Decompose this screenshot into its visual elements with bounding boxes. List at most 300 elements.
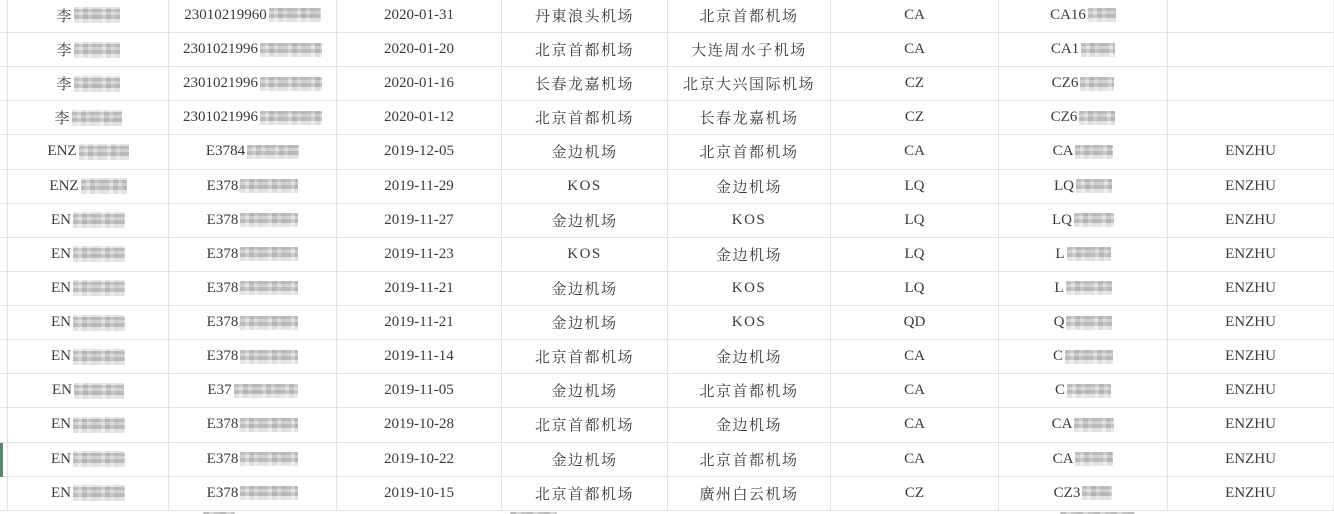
- row-gutter: [0, 238, 7, 271]
- cell-flight-number: [998, 272, 1167, 305]
- redaction-blur: [81, 178, 127, 194]
- id-number-text: 2301021996: [183, 75, 258, 92]
- passenger-tag-text: ENZHU: [1225, 348, 1276, 365]
- redaction-blur: [1067, 247, 1111, 261]
- flight-number-text: CZ6: [1050, 109, 1078, 126]
- row-gutter: [0, 170, 7, 203]
- redaction-blur: [260, 77, 322, 91]
- cell-arrival-airport: [667, 67, 830, 100]
- cell-id-number: [168, 0, 336, 32]
- passenger-name-text: EN: [51, 279, 71, 296]
- id-number-text: E3784: [205, 143, 246, 160]
- cell-arrival-airport: [667, 101, 830, 134]
- cell-departure-airport: [501, 408, 667, 441]
- passenger-tag-text: ENZHU: [1225, 143, 1276, 160]
- arrival-airport-text: 大连周水子机场: [691, 43, 807, 60]
- redaction-blur: [73, 246, 125, 262]
- flight-date-text: 2019-11-05: [384, 382, 454, 399]
- cell-arrival-airport: [667, 0, 830, 32]
- flight-date-text: 2019-10-28: [384, 416, 454, 433]
- cell-passenger-name: [7, 374, 168, 407]
- arrival-airport-text: 长春龙嘉机场: [699, 111, 799, 128]
- cell-passenger-name: [7, 135, 168, 168]
- cell-id-number: [168, 101, 336, 134]
- cell-flight-date: [336, 33, 501, 66]
- cell-passenger-name: [7, 272, 168, 305]
- passenger-name-text: EN: [51, 348, 71, 365]
- flight-number-text: CZ3: [1053, 484, 1081, 501]
- row-gutter: [0, 306, 7, 339]
- airline-code-text: CA: [904, 41, 925, 58]
- redaction-blur: [73, 315, 125, 331]
- cell-flight-number: [998, 477, 1167, 510]
- cell-id-number: [168, 204, 336, 237]
- flight-number-text: L: [1055, 245, 1065, 262]
- redaction-blur: [1074, 418, 1114, 432]
- cell-arrival-airport: [667, 408, 830, 441]
- cell-passenger-tag: [1167, 170, 1334, 203]
- cell-departure-airport: [501, 170, 667, 203]
- departure-airport-text: 长春龙嘉机场: [534, 77, 634, 94]
- table-row[interactable]: [0, 238, 1334, 272]
- cell-passenger-tag: [1167, 408, 1334, 441]
- cell-id-number: [168, 33, 336, 66]
- row-gutter: [0, 340, 7, 373]
- redaction-blur: [1075, 452, 1113, 466]
- cell-id-number: [168, 374, 336, 407]
- id-number-text: 2301021996: [183, 41, 258, 58]
- flight-date-text: 2019-10-22: [384, 450, 454, 467]
- cell-passenger-tag: [1167, 272, 1334, 305]
- redaction-blur: [74, 383, 124, 399]
- row-selection-marker: [0, 443, 3, 477]
- passenger-tag-text: ENZHU: [1225, 211, 1276, 228]
- redaction-blur: [234, 384, 298, 398]
- row-gutter: [0, 135, 7, 168]
- redaction-blur: [73, 451, 125, 467]
- cell-arrival-airport: [667, 374, 830, 407]
- passenger-tag-text: ENZHU: [1225, 450, 1276, 467]
- cell-flight-number: [998, 67, 1167, 100]
- airline-code-text: CA: [904, 6, 925, 23]
- cell-flight-number: [998, 204, 1167, 237]
- redaction-blur: [1067, 384, 1111, 398]
- departure-airport-text: 金边机场: [551, 145, 618, 162]
- airline-code-text: LQ: [904, 211, 925, 228]
- cell-departure-airport: [501, 101, 667, 134]
- redaction-blur: [74, 42, 120, 58]
- flight-number-text: CA1: [1050, 41, 1080, 58]
- cell-arrival-airport: [667, 204, 830, 237]
- cell-passenger-name: [7, 33, 168, 66]
- cell-arrival-airport: [667, 443, 830, 476]
- cell-departure-airport: [501, 33, 667, 66]
- cell-departure-airport: [501, 477, 667, 510]
- flight-number-text: CA: [1051, 416, 1073, 433]
- redaction-blur: [240, 179, 298, 193]
- cell-airline-code: [830, 477, 998, 510]
- redaction-blur: [1076, 179, 1112, 193]
- cell-flight-date: [336, 408, 501, 441]
- id-number-text: E378: [206, 348, 239, 365]
- cell-passenger-tag: [1167, 238, 1334, 271]
- arrival-airport-text: 廣州白云机场: [699, 486, 799, 503]
- redaction-blur: [240, 418, 298, 432]
- cell-passenger-tag: [1167, 443, 1334, 476]
- redaction-blur: [240, 247, 298, 261]
- redaction-blur: [1066, 281, 1112, 295]
- cell-passenger-tag: [1167, 101, 1334, 134]
- cell-passenger-name: [7, 408, 168, 441]
- passenger-name-text: 李: [54, 111, 70, 128]
- id-number-text: E378: [206, 211, 239, 228]
- cell-passenger-name: [7, 238, 168, 271]
- redaction-blur: [1082, 486, 1112, 500]
- redaction-blur: [1074, 213, 1114, 227]
- passenger-tag-text: ENZHU: [1225, 484, 1276, 501]
- airline-code-text: CZ: [904, 75, 925, 92]
- cell-departure-airport: [501, 306, 667, 339]
- cell-flight-date: [336, 101, 501, 134]
- cell-flight-number: [998, 33, 1167, 66]
- airline-code-text: CA: [904, 450, 925, 467]
- redaction-blur: [240, 452, 298, 466]
- table-row[interactable]: [0, 408, 1334, 442]
- cell-passenger-name: [7, 0, 168, 32]
- flight-number-text: LQ: [1054, 177, 1074, 194]
- departure-airport-text: 北京首都机场: [534, 350, 634, 367]
- id-number-text: 2301021996: [183, 109, 258, 126]
- arrival-airport-text: 北京首都机场: [699, 8, 799, 25]
- redaction-blur: [240, 213, 298, 227]
- flight-date-text: 2020-01-12: [384, 109, 454, 126]
- row-gutter: [0, 272, 7, 305]
- passenger-tag-text: ENZHU: [1225, 279, 1276, 296]
- arrival-airport-text: KOS: [731, 314, 767, 331]
- flight-number-text: C: [1052, 348, 1063, 365]
- cell-flight-number: [998, 374, 1167, 407]
- row-gutter: [0, 33, 7, 66]
- passenger-tag-text: ENZHU: [1225, 416, 1276, 433]
- cell-arrival-airport: [667, 272, 830, 305]
- cell-flight-date: [336, 238, 501, 271]
- cell-id-number: [168, 272, 336, 305]
- passenger-name-text: EN: [51, 484, 71, 501]
- airline-code-text: LQ: [904, 177, 925, 194]
- cell-id-number: [168, 408, 336, 441]
- departure-airport-text: 北京首都机场: [534, 43, 634, 60]
- row-gutter: [0, 374, 7, 407]
- passenger-name-text: ENZ: [47, 143, 77, 160]
- flight-date-text: 2019-11-29: [384, 177, 454, 194]
- departure-airport-text: 北京首都机场: [534, 111, 634, 128]
- row-gutter: [0, 477, 7, 510]
- cell-flight-number: [998, 306, 1167, 339]
- cell-flight-date: [336, 170, 501, 203]
- id-number-text: E378: [206, 245, 239, 262]
- cell-arrival-airport: [667, 33, 830, 66]
- cell-flight-date: [336, 135, 501, 168]
- cell-departure-airport: [501, 0, 667, 32]
- cell-airline-code: [830, 204, 998, 237]
- flight-date-text: 2020-01-20: [384, 41, 454, 58]
- cell-flight-number: [998, 408, 1167, 441]
- cell-id-number: [168, 443, 336, 476]
- cell-flight-date: [336, 67, 501, 100]
- cell-arrival-airport: [667, 306, 830, 339]
- passenger-name-text: EN: [51, 416, 71, 433]
- passenger-name-text: EN: [51, 314, 71, 331]
- flight-date-text: 2020-01-31: [384, 6, 454, 23]
- passenger-tag-text: ENZHU: [1225, 382, 1276, 399]
- table-row[interactable]: [0, 0, 1334, 33]
- departure-airport-text: 金边机场: [551, 316, 618, 333]
- redaction-blur: [73, 349, 125, 365]
- table-row[interactable]: [0, 67, 1334, 101]
- airline-code-text: CA: [904, 382, 925, 399]
- arrival-airport-text: KOS: [731, 211, 767, 228]
- cell-passenger-name: [7, 101, 168, 134]
- id-number-text: E378: [206, 416, 239, 433]
- redaction-blur: [73, 280, 125, 296]
- departure-airport-text: 金边机场: [551, 213, 618, 230]
- flight-number-text: C: [1054, 382, 1065, 399]
- cell-passenger-tag: [1167, 0, 1334, 32]
- cell-airline-code: [830, 101, 998, 134]
- flight-date-text: 2019-11-23: [384, 245, 454, 262]
- cell-airline-code: [830, 0, 998, 32]
- airline-code-text: LQ: [904, 245, 925, 262]
- flight-number-text: CZ6: [1051, 75, 1079, 92]
- passenger-name-text: EN: [51, 211, 71, 228]
- cell-flight-date: [336, 204, 501, 237]
- cell-arrival-airport: [667, 170, 830, 203]
- redaction-blur: [1065, 350, 1113, 364]
- flight-date-text: 2019-11-14: [384, 348, 454, 365]
- cell-passenger-name: [7, 443, 168, 476]
- cell-flight-date: [336, 306, 501, 339]
- table-row[interactable]: [0, 204, 1334, 238]
- cell-arrival-airport: [667, 477, 830, 510]
- cell-id-number: [168, 67, 336, 100]
- arrival-airport-text: KOS: [731, 279, 767, 296]
- row-gutter: [0, 408, 7, 441]
- redaction-blur: [240, 316, 298, 330]
- airline-code-text: CZ: [904, 109, 925, 126]
- cell-passenger-name: [7, 204, 168, 237]
- passenger-name-text: 李: [56, 8, 72, 25]
- arrival-airport-text: 北京大兴国际机场: [682, 77, 815, 94]
- table-row[interactable]: [0, 477, 1334, 511]
- flight-date-text: 2019-11-21: [384, 279, 454, 296]
- id-number-text: 23010219960: [184, 6, 267, 23]
- passenger-tag-text: ENZHU: [1225, 314, 1276, 331]
- redaction-blur: [1066, 316, 1112, 330]
- cell-flight-date: [336, 374, 501, 407]
- arrival-airport-text: 北京首都机场: [699, 384, 799, 401]
- redaction-blur: [79, 144, 129, 160]
- cell-airline-code: [830, 306, 998, 339]
- cell-departure-airport: [501, 204, 667, 237]
- cell-passenger-tag: [1167, 204, 1334, 237]
- table-row[interactable]: [0, 443, 1334, 477]
- flight-date-text: 2019-11-21: [384, 314, 454, 331]
- table-row[interactable]: [0, 33, 1334, 67]
- cell-flight-number: [998, 170, 1167, 203]
- redaction-blur: [260, 43, 322, 57]
- redaction-blur: [74, 7, 120, 23]
- flight-date-text: 2019-10-15: [384, 484, 454, 501]
- cell-id-number: [168, 170, 336, 203]
- id-number-text: E378: [206, 484, 239, 501]
- cell-flight-date: [336, 477, 501, 510]
- redaction-blur: [73, 485, 125, 501]
- airline-code-text: CZ: [904, 484, 925, 501]
- cell-airline-code: [830, 33, 998, 66]
- arrival-airport-text: 金边机场: [715, 418, 782, 435]
- departure-airport-text: KOS: [567, 245, 602, 262]
- cell-flight-number: [998, 443, 1167, 476]
- departure-airport-text: 北京首都机场: [534, 486, 634, 503]
- redaction-blur: [260, 111, 322, 125]
- cell-airline-code: [830, 135, 998, 168]
- redaction-blur: [73, 417, 125, 433]
- redaction-blur: [73, 212, 125, 228]
- cell-passenger-name: [7, 477, 168, 510]
- id-number-text: E37: [207, 382, 232, 399]
- redaction-blur: [72, 110, 122, 126]
- flight-number-text: Q: [1053, 314, 1065, 331]
- row-gutter: [0, 204, 7, 237]
- cell-passenger-tag: [1167, 477, 1334, 510]
- table-row[interactable]: [0, 272, 1334, 306]
- passenger-name-text: EN: [52, 382, 72, 399]
- cell-airline-code: [830, 170, 998, 203]
- cell-flight-number: [998, 0, 1167, 32]
- cell-airline-code: [830, 340, 998, 373]
- redaction-blur: [1088, 8, 1116, 22]
- departure-airport-text: 丹東浪头机场: [534, 8, 634, 25]
- flight-number-text: CA: [1052, 143, 1074, 160]
- cell-passenger-tag: [1167, 340, 1334, 373]
- redaction-blur: [240, 350, 298, 364]
- flight-date-text: 2019-11-27: [384, 211, 454, 228]
- cell-departure-airport: [501, 67, 667, 100]
- flight-date-text: 2019-12-05: [384, 143, 454, 160]
- cell-id-number: [168, 306, 336, 339]
- arrival-airport-text: 金边机场: [715, 179, 782, 196]
- table-row[interactable]: [0, 101, 1334, 135]
- id-number-text: E378: [206, 279, 239, 296]
- cell-flight-number: [998, 238, 1167, 271]
- redaction-blur: [240, 486, 298, 500]
- table-row[interactable]: [0, 170, 1334, 204]
- table-row[interactable]: [0, 340, 1334, 374]
- row-gutter: [0, 101, 7, 134]
- cell-flight-date: [336, 272, 501, 305]
- id-number-text: E378: [206, 177, 239, 194]
- cell-airline-code: [830, 67, 998, 100]
- id-number-text: E378: [206, 314, 239, 331]
- cell-passenger-name: [7, 306, 168, 339]
- redaction-blur: [1075, 145, 1113, 159]
- passenger-name-text: ENZ: [49, 177, 79, 194]
- table-row[interactable]: [0, 135, 1334, 169]
- passenger-name-text: 李: [56, 43, 72, 60]
- cell-id-number: [168, 135, 336, 168]
- cell-passenger-tag: [1167, 67, 1334, 100]
- redaction-blur: [1079, 111, 1115, 125]
- row-gutter: [0, 0, 7, 32]
- redaction-blur: [240, 281, 298, 295]
- flight-number-text: CA16: [1050, 6, 1086, 23]
- departure-airport-text: 北京首都机场: [534, 418, 634, 435]
- table-row[interactable]: [0, 374, 1334, 408]
- flight-number-text: L: [1054, 279, 1064, 296]
- cell-departure-airport: [501, 340, 667, 373]
- flight-number-text: LQ: [1052, 211, 1072, 228]
- arrival-airport-text: 北京首都机场: [699, 452, 799, 469]
- table-row[interactable]: [0, 306, 1334, 340]
- flight-number-text: CA: [1052, 450, 1074, 467]
- cell-id-number: [168, 477, 336, 510]
- redaction-blur: [247, 145, 299, 159]
- cell-airline-code: [830, 408, 998, 441]
- departure-airport-text: KOS: [567, 177, 602, 194]
- cell-airline-code: [830, 374, 998, 407]
- airline-code-text: CA: [904, 416, 925, 433]
- cell-passenger-name: [7, 67, 168, 100]
- passenger-name-text: 李: [56, 77, 72, 94]
- departure-airport-text: 金边机场: [551, 281, 618, 298]
- cell-id-number: [168, 340, 336, 373]
- cell-flight-number: [998, 101, 1167, 134]
- cell-flight-number: [998, 135, 1167, 168]
- cell-passenger-name: [7, 170, 168, 203]
- cell-passenger-tag: [1167, 306, 1334, 339]
- cell-arrival-airport: [667, 340, 830, 373]
- airline-code-text: QD: [903, 314, 926, 331]
- cell-airline-code: [830, 238, 998, 271]
- passenger-tag-text: ENZHU: [1225, 177, 1276, 194]
- cell-flight-number: [998, 340, 1167, 373]
- passenger-tag-text: ENZHU: [1225, 245, 1276, 262]
- cell-airline-code: [830, 443, 998, 476]
- cell-flight-date: [336, 443, 501, 476]
- cell-flight-date: [336, 0, 501, 32]
- arrival-airport-text: 北京首都机场: [699, 145, 799, 162]
- id-number-text: E378: [206, 450, 239, 467]
- cell-departure-airport: [501, 272, 667, 305]
- flight-date-text: 2020-01-16: [384, 75, 454, 92]
- cell-arrival-airport: [667, 135, 830, 168]
- airline-code-text: LQ: [904, 279, 925, 296]
- cell-airline-code: [830, 272, 998, 305]
- airline-code-text: CA: [904, 348, 925, 365]
- arrival-airport-text: 金边机场: [715, 247, 782, 264]
- passenger-name-text: EN: [51, 450, 71, 467]
- redaction-blur: [1080, 77, 1114, 91]
- redaction-blur: [1081, 43, 1115, 57]
- departure-airport-text: 金边机场: [551, 452, 618, 469]
- row-gutter: [0, 67, 7, 100]
- cell-departure-airport: [501, 135, 667, 168]
- cell-passenger-tag: [1167, 135, 1334, 168]
- redaction-blur: [269, 8, 321, 22]
- cell-arrival-airport: [667, 238, 830, 271]
- redaction-blur: [74, 76, 120, 92]
- cell-departure-airport: [501, 374, 667, 407]
